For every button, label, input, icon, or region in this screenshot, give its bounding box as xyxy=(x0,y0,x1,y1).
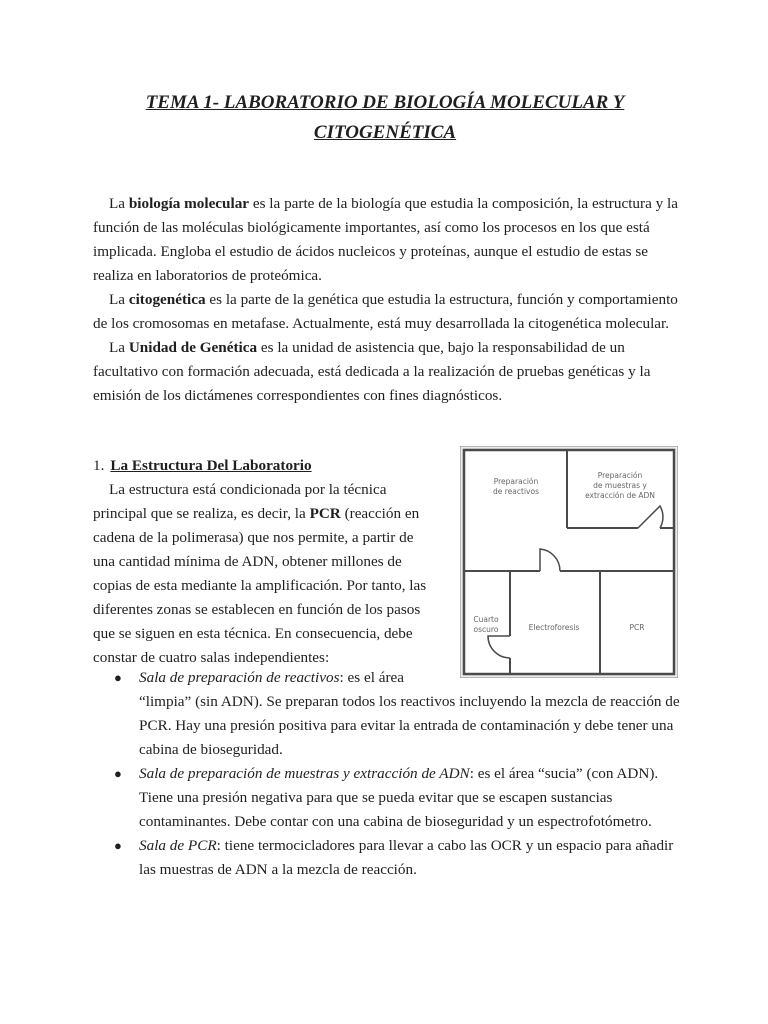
room-label-electroforesis: Electroforesis xyxy=(528,623,580,632)
bullet-icon: ● xyxy=(114,838,122,853)
section-paragraph xyxy=(93,478,438,670)
room-label-reactivos-1: Preparación xyxy=(493,477,539,486)
section-laboratory-structure xyxy=(93,454,438,670)
intro-p3-post: es la unidad de asistencia que, bajo la responsabilidad de un facultativo con formación adecuada, está dedicada a la realización de pruebas genéticas y la emisión de los dictámenes correspondientes con fines diagnósticos. xyxy=(93,339,651,404)
section-heading-text: La Estructura Del Laboratorio xyxy=(110,457,312,474)
section-p-post: (reacción en cadena de la polimerasa) que nos permite, a partir de una cantidad mínima de ADN, obtener millones de copias de esta mediante la amplificación. Por tanto, las diferentes zonas se establecen en función de los pasos que se siguen en esta técnica. En consecuencia, debe constar de cuatro salas independientes: xyxy=(93,505,427,666)
room-label-oscuro-1: Cuarto xyxy=(473,615,499,624)
intro-p2-post: es la parte de la genética que estudia la estructura, función y comportamiento de los cromosomas en metafase. Actualmente, está muy desarrollada la citogenética molecular. xyxy=(93,291,678,332)
title-line-1: TEMA 1- LABORATORIO DE BIOLOGÍA MOLECULAR Y xyxy=(145,92,625,113)
section-p-bold: PCR xyxy=(309,505,341,522)
intro-paragraph-1 xyxy=(93,192,678,288)
intro-p2-bold: citogenética xyxy=(128,291,206,308)
room-label-oscuro-2: oscuro xyxy=(473,625,499,634)
intro-text xyxy=(93,192,678,408)
intro-paragraph-2 xyxy=(93,288,678,336)
intro-p2-pre: La xyxy=(109,291,129,308)
section-p-pre: La estructura está condicionada por la técnica principal que se realiza, es decir, la xyxy=(93,481,387,522)
room-label-muestras-1: Preparación xyxy=(597,471,643,480)
bullet-1-text-b: “limpia” (sin ADN). Se preparan todos los reactivos incluyendo la mezcla de reacción de PCR. Hay una presión positiva para evitar la entrada de contaminación y debe tener una cabina de bioseguridad. xyxy=(139,693,680,758)
intro-p1-post: es la parte de la biología que estudia la composición, la estructura y la función de las moléculas biológicamente importantes, así como los procesos en los que está implicada. Engloba el estudio de ácidos nucleicos y proteínas, aunque el estudio de estas se realiza en laboratorios de proteómica. xyxy=(93,195,678,284)
rooms-list xyxy=(110,666,680,882)
bullet-3-title: Sala de PCR xyxy=(139,837,217,854)
bullet-1-text-a: : es el área xyxy=(339,669,405,686)
bullet-2-text: : es el área “sucia” (con ADN). Tiene una presión negativa para que se pueda evitar que se escapen sustancias contaminantes. Debe contar con una cabina de bioseguridad y un espectrofotómetro. xyxy=(139,765,659,830)
list-item xyxy=(110,762,680,834)
room-label-pcr: PCR xyxy=(629,623,645,632)
intro-p3-pre: La xyxy=(109,339,129,356)
intro-p3-bold: Unidad de Genética xyxy=(128,339,258,356)
intro-paragraph-3 xyxy=(93,336,678,408)
intro-p1-pre: La xyxy=(109,195,129,212)
list-item xyxy=(110,834,680,882)
room-label-reactivos-2: de reactivos xyxy=(493,487,539,496)
room-label-muestras-2: de muestras y xyxy=(593,481,647,490)
section-heading xyxy=(93,454,438,478)
bullet-3-text: : tiene termocicladores para llevar a cabo las OCR y un espacio para añadir las muestras de ADN a la mezcla de reacción. xyxy=(139,837,674,878)
bullet-1-title: Sala de preparación de reactivos xyxy=(139,669,340,686)
section-number: 1. xyxy=(93,457,105,474)
bullet-icon: ● xyxy=(114,766,122,781)
page-title xyxy=(90,88,680,148)
intro-p1-bold: biología molecular xyxy=(128,195,250,212)
title-line-2: CITOGENÉTICA xyxy=(313,122,457,143)
room-label-muestras-3: extracción de ADN xyxy=(585,491,655,500)
bullet-first-line xyxy=(139,669,404,686)
lab-floorplan-diagram xyxy=(460,446,678,678)
bullet-2-title: Sala de preparación de muestras y extracción de ADN xyxy=(139,765,470,782)
floorplan-svg xyxy=(460,446,678,678)
list-item xyxy=(110,666,680,762)
bullet-icon: ● xyxy=(114,670,122,685)
